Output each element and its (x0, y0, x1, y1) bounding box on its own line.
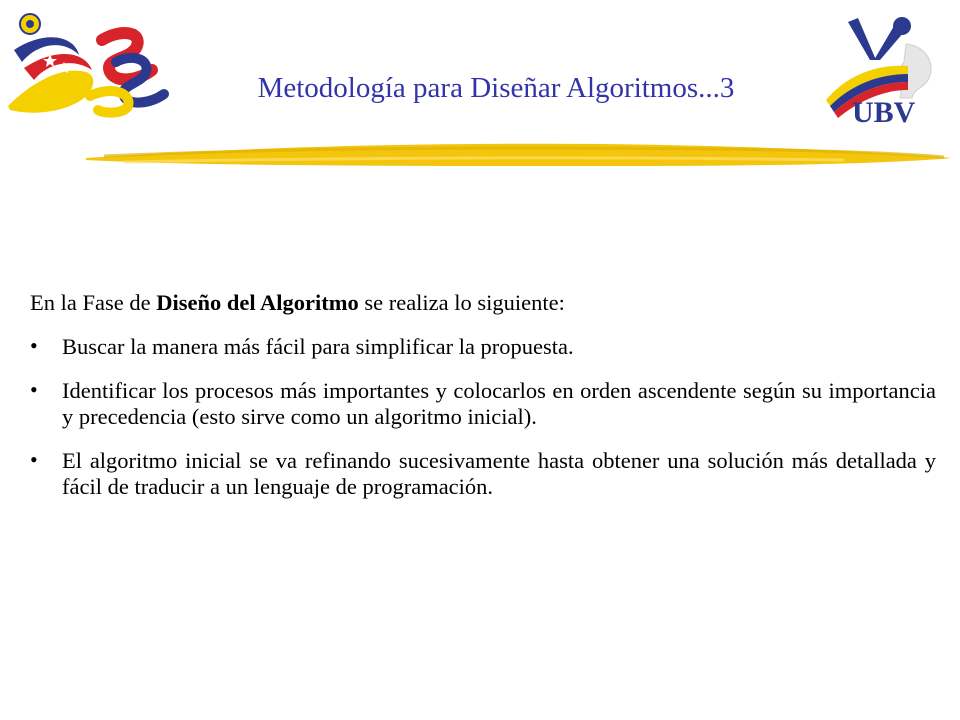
slide-content (30, 290, 936, 518)
ministry-logo-icon (4, 10, 174, 120)
bullet-icon: • (30, 447, 38, 472)
bullet-icon: • (30, 377, 38, 402)
intro-prefix: En la Fase de (30, 290, 151, 315)
ubv-logo-icon (808, 14, 948, 126)
intro-bold-phrase: Diseño del Algoritmo (156, 290, 359, 315)
bullet-text: Buscar la manera más fácil para simplificar la propuesta. (62, 334, 574, 359)
bullet-icon: • (30, 333, 38, 358)
bullet-item (30, 334, 936, 360)
bullet-item (30, 448, 936, 500)
intro-paragraph (30, 290, 936, 316)
bullet-text: Identificar los procesos más importantes y colocarlos en orden ascendente según su importancia y precedencia (esto sirve como un algoritmo inicial). (62, 378, 936, 429)
decorative-brush-stroke (84, 136, 954, 176)
bullet-text: El algoritmo inicial se va refinando sucesivamente hasta obtener una solución más detallada y fácil de traducir a un lenguaje de programación. (62, 448, 936, 499)
ubv-logo-text: UBV (852, 96, 916, 126)
bullet-list (30, 334, 936, 500)
slide-title: Metodología para Diseñar Algoritmos...3 (257, 72, 735, 104)
bullet-item (30, 378, 936, 430)
intro-suffix: se realiza lo siguiente: (364, 290, 565, 315)
